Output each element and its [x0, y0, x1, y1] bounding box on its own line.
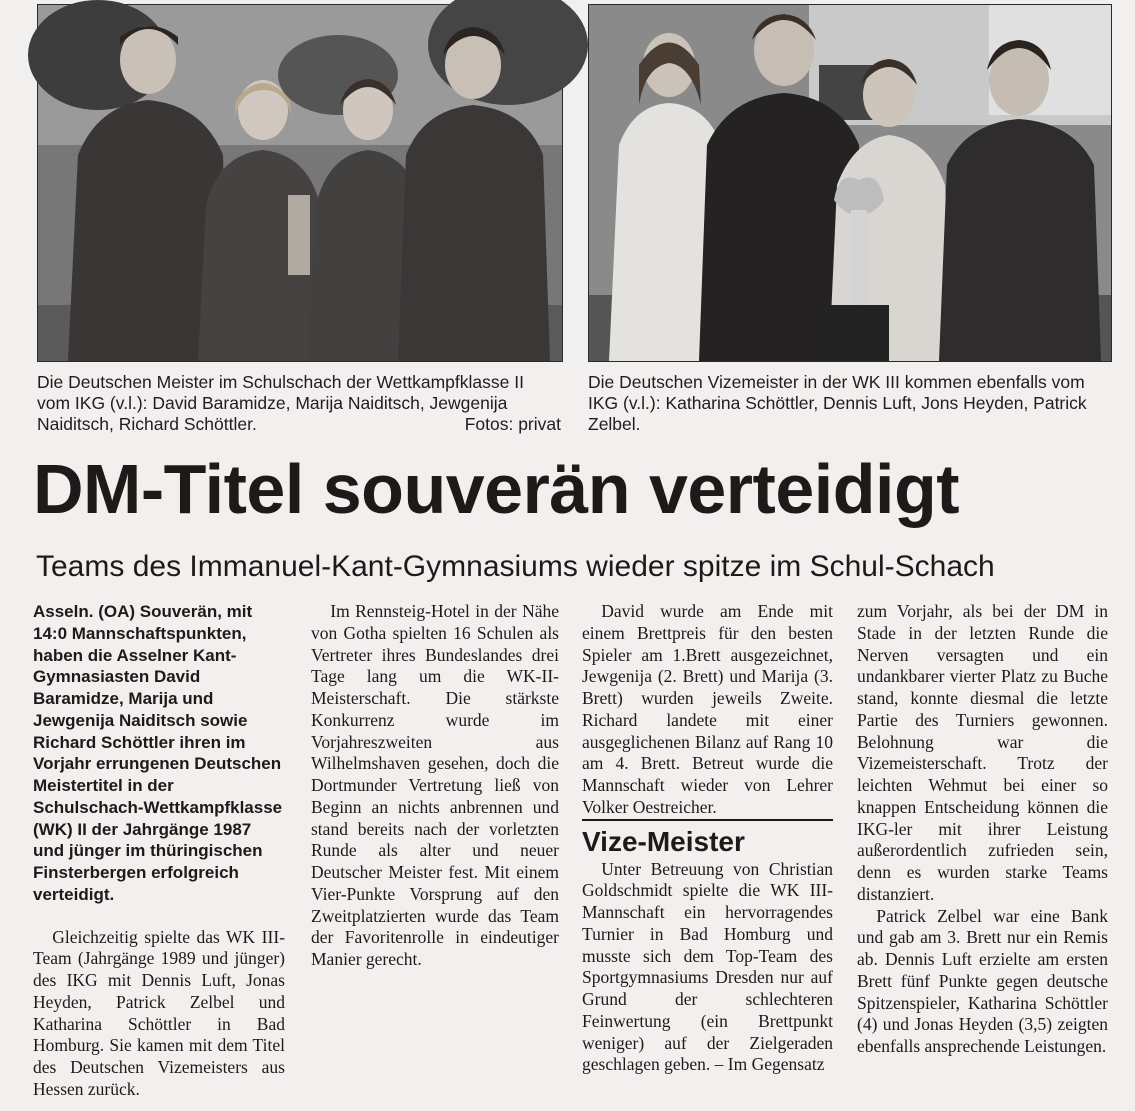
- photo-vice-champions-image: [589, 5, 1111, 361]
- article-paragraph: Gleichzeitig spielte das WK III-Team (Jahrgänge 1989 und jünger) des IKG mit Dennis Luft, Jonas Heyden, Patrick Zelbel und Katharina Schöttler in Bad Homburg. Sie kamen mit dem Titel des Deutschen Vizemeisters aus Hessen zurück.: [33, 926, 285, 1099]
- photo-champions-team: [37, 4, 563, 362]
- article-column-1: [33, 601, 285, 1099]
- photo-champions-image: [38, 5, 562, 361]
- article-subheadline: Teams des Immanuel-Kant-Gymnasiums wieder spitze im Schul-Schach: [36, 550, 995, 583]
- article-paragraph: Unter Betreuung von Christian Goldschmidt spielte die WK III-Mannschaft ein hervorragendes Turnier in Bad Homburg und musste sich dem Top-Team des Sportgymnasiums Dresden nur auf Grund der schlechteren Feinwertung (ein Brettpunkt weniger) auf der Zielgeraden geschlagen geben. – Im Gegensatz: [582, 858, 833, 1075]
- photo-caption-vice-champions: [588, 372, 1118, 435]
- article-subhead: Vize-Meister: [582, 819, 833, 859]
- article-paragraph: Im Rennsteig-Hotel in der Nähe von Gotha spielten 16 Schulen als Vertreter ihres Bundeslandes drei Tage lang um die WK-II-Meisterschaft. Die stärkste Konkurrenz wurde im Vorjahreszweiten aus Wilhelmshaven gesehen, doch die Dortmunder Vertretung ließ von Beginn an nichts anbrennen und stand bereits nach der vorletzten Runde als alter und neuer Deutscher Meister fest. Mit einem Vier-Punkte Vorsprung auf den Zweitplatzierten wurde das Team der Favoritenrolle in eindeutiger Manier gerecht.: [311, 601, 559, 969]
- article-column-2: [311, 601, 559, 971]
- photo-credit: Fotos: privat: [464, 414, 561, 434]
- photo-caption-champions: [37, 372, 561, 435]
- article-lead: Asseln. (OA) Souverän, mit 14:0 Mannschaftspunkten, haben die Asselner Kant-Gymnasiasten David Baramidze, Marija und Jewgenija Naiditsch sowie Richard Schöttler ihren im Vorjahr errungenen Deutschen Meistertitel in der Schulschach-Wettkampfklasse (WK) II der Jahrgänge 1987 und jünger im thüringischen Finsterbergen erfolgreich verteidigt.: [33, 602, 283, 904]
- article-column-3: [582, 601, 833, 1076]
- article-paragraph-continued: zum Vorjahr, als bei der DM in Stade in der letzten Runde die Nerven versagten und ein undankbarer vierter Platz zu Buche stand, konnte diesmal die letzte Partie des Turniers gewonnen. Belohnung war die Vizemeisterschaft. Trotz der leichten Wehmut bei einer so knappen Entscheidung können die IKG-ler mit ihrer Leistung außerordentlich zufrieden sein, denn es wurden starke Teams distanziert.: [857, 601, 1108, 904]
- article-paragraph: David wurde am Ende mit einem Brettpreis für den besten Spieler am 1.Brett ausgezeichnet, Jewgenija (2. Brett) und Marija (3. Brett) wurden jeweils Zweite. Richard landete mit einer ausgeglichenen Bilanz auf Rang 10 am 4. Brett. Betreut wurde die Mannschaft wieder von Lehrer Volker Oestreicher.: [582, 601, 833, 817]
- photo-vice-champions-team: [588, 4, 1112, 362]
- caption-text: Die Deutschen Meister im Schulschach der Wettkampfklasse II vom IKG (v.l.): David Baramidze, Marija Naiditsch, Jewgenija Naiditsch, Richard Schöttler.: [37, 372, 524, 434]
- article-column-4: [857, 601, 1108, 1058]
- article-paragraph: Patrick Zelbel war eine Bank und gab am 3. Brett nur ein Remis ab. Dennis Luft erzielte am ersten Brett fünf Punkte gegen deutsche Spitzenspieler, Katharina Schöttler (4) und Jonas Heyden (3,5) zeigten ebenfalls ansprechende Leistungen.: [857, 905, 1108, 1056]
- caption-text: Die Deutschen Vizemeister in der WK III kommen ebenfalls vom IKG (v.l.): Katharina Schöttler, Dennis Luft, Jons Heyden, Patrick Zelbel.: [588, 372, 1087, 434]
- article-headline: DM-Titel souverän verteidigt: [33, 450, 960, 528]
